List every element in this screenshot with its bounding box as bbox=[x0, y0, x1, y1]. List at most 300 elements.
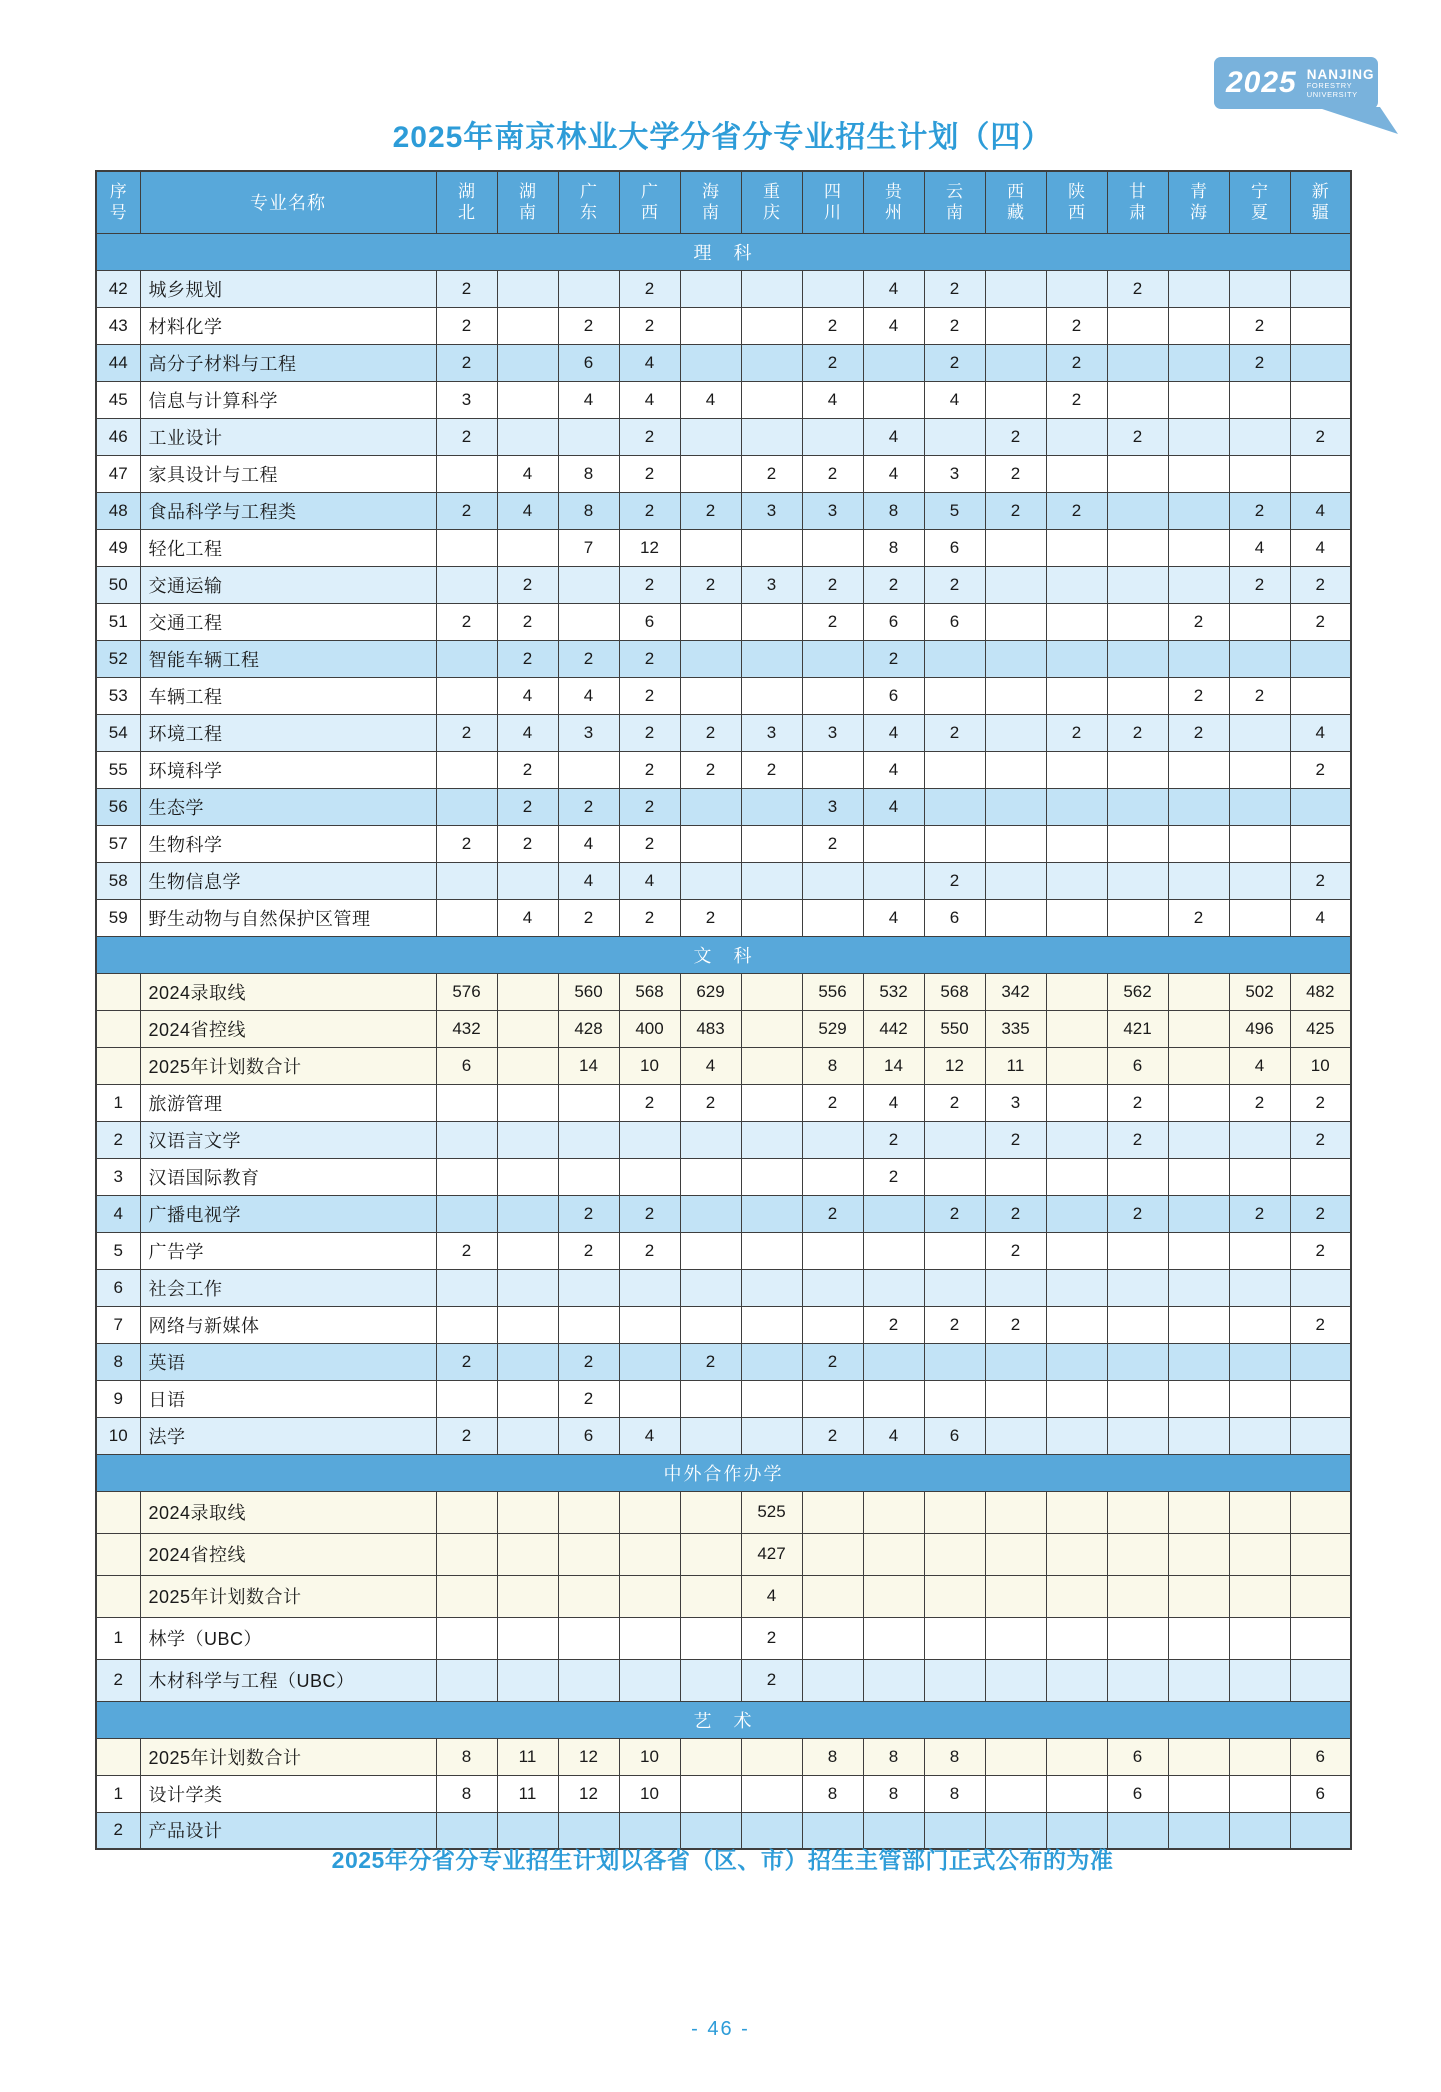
major-name-cell: 交通运输 bbox=[140, 566, 436, 603]
plan-value-cell bbox=[1046, 1575, 1107, 1617]
plan-value-cell bbox=[436, 1659, 497, 1701]
plan-value-cell: 14 bbox=[863, 1047, 924, 1084]
plan-value-cell bbox=[1107, 1158, 1168, 1195]
plan-value-cell bbox=[1046, 1232, 1107, 1269]
plan-value-cell bbox=[1229, 1417, 1290, 1454]
row-index-cell: 7 bbox=[96, 1306, 140, 1343]
plan-value-cell: 2 bbox=[1107, 1121, 1168, 1158]
plan-value-cell: 6 bbox=[1107, 1738, 1168, 1775]
plan-value-cell: 2 bbox=[497, 603, 558, 640]
major-name-cell: 社会工作 bbox=[140, 1269, 436, 1306]
plan-value-cell bbox=[1107, 677, 1168, 714]
row-index-cell: 55 bbox=[96, 751, 140, 788]
plan-value-cell bbox=[1290, 1380, 1351, 1417]
plan-value-cell: 4 bbox=[619, 862, 680, 899]
plan-value-cell: 4 bbox=[863, 714, 924, 751]
plan-value-cell bbox=[985, 788, 1046, 825]
plan-value-cell bbox=[497, 1195, 558, 1232]
plan-value-cell bbox=[497, 270, 558, 307]
plan-value-cell bbox=[802, 1121, 863, 1158]
plan-value-cell bbox=[985, 1659, 1046, 1701]
plan-value-cell bbox=[802, 1232, 863, 1269]
plan-value-cell bbox=[924, 1533, 985, 1575]
row-index-cell bbox=[96, 1533, 140, 1575]
plan-value-cell bbox=[1046, 603, 1107, 640]
major-name-cell: 环境工程 bbox=[140, 714, 436, 751]
plan-value-cell bbox=[802, 751, 863, 788]
plan-value-cell bbox=[985, 344, 1046, 381]
plan-value-cell bbox=[680, 418, 741, 455]
plan-value-cell: 11 bbox=[497, 1775, 558, 1812]
plan-value-cell bbox=[741, 1306, 802, 1343]
plan-value-cell: 3 bbox=[802, 788, 863, 825]
plan-value-cell: 2 bbox=[1290, 1306, 1351, 1343]
plan-value-cell: 2 bbox=[802, 603, 863, 640]
plan-value-cell bbox=[436, 751, 497, 788]
plan-value-cell bbox=[1168, 1617, 1229, 1659]
plan-value-cell bbox=[863, 1533, 924, 1575]
major-name-cell: 网络与新媒体 bbox=[140, 1306, 436, 1343]
major-name-cell: 材料化学 bbox=[140, 307, 436, 344]
row-index-cell: 4 bbox=[96, 1195, 140, 1232]
plan-value-cell bbox=[1229, 1158, 1290, 1195]
plan-value-cell bbox=[1290, 1269, 1351, 1306]
plan-value-cell bbox=[1168, 1738, 1229, 1775]
plan-value-cell bbox=[436, 677, 497, 714]
plan-value-cell bbox=[741, 603, 802, 640]
plan-value-cell: 2 bbox=[1229, 492, 1290, 529]
plan-value-cell bbox=[558, 1533, 619, 1575]
plan-value-cell bbox=[497, 1343, 558, 1380]
plan-value-cell bbox=[1107, 1533, 1168, 1575]
plan-value-cell: 2 bbox=[619, 788, 680, 825]
plan-value-cell bbox=[1229, 1269, 1290, 1306]
plan-value-cell: 8 bbox=[558, 455, 619, 492]
plan-value-cell bbox=[924, 1617, 985, 1659]
plan-value-cell: 2 bbox=[619, 566, 680, 603]
plan-value-cell bbox=[680, 825, 741, 862]
plan-value-cell: 3 bbox=[741, 714, 802, 751]
col-header-province-甘肃: 甘 肃 bbox=[1107, 171, 1168, 233]
plan-value-cell: 10 bbox=[619, 1047, 680, 1084]
plan-value-cell bbox=[558, 1269, 619, 1306]
plan-value-cell: 2 bbox=[497, 825, 558, 862]
col-header-province-云南: 云 南 bbox=[924, 171, 985, 233]
plan-value-cell bbox=[1107, 640, 1168, 677]
plan-value-cell bbox=[863, 381, 924, 418]
plan-value-cell: 2 bbox=[985, 455, 1046, 492]
plan-value-cell bbox=[1168, 862, 1229, 899]
logo-text bbox=[1307, 67, 1378, 100]
plan-value-cell bbox=[1290, 1491, 1351, 1533]
plan-value-cell bbox=[1107, 1491, 1168, 1533]
plan-value-cell: 2 bbox=[802, 344, 863, 381]
plan-value-cell: 2 bbox=[1046, 714, 1107, 751]
plan-value-cell bbox=[1290, 455, 1351, 492]
col-header-province-新疆: 新 疆 bbox=[1290, 171, 1351, 233]
plan-value-cell bbox=[436, 1617, 497, 1659]
major-name-cell: 环境科学 bbox=[140, 751, 436, 788]
plan-value-cell bbox=[924, 1158, 985, 1195]
plan-value-cell: 2 bbox=[802, 566, 863, 603]
row-index-cell: 2 bbox=[96, 1121, 140, 1158]
plan-value-cell bbox=[985, 1738, 1046, 1775]
plan-value-cell: 2 bbox=[558, 788, 619, 825]
row-index-cell: 59 bbox=[96, 899, 140, 936]
plan-value-cell: 2 bbox=[619, 307, 680, 344]
plan-value-cell bbox=[497, 1047, 558, 1084]
plan-value-cell bbox=[497, 1269, 558, 1306]
plan-value-cell bbox=[436, 640, 497, 677]
plan-value-cell: 529 bbox=[802, 1010, 863, 1047]
plan-value-cell: 342 bbox=[985, 973, 1046, 1010]
plan-value-cell: 14 bbox=[558, 1047, 619, 1084]
major-name-cell: 智能车辆工程 bbox=[140, 640, 436, 677]
plan-value-cell bbox=[1168, 1195, 1229, 1232]
table-row bbox=[96, 418, 1351, 455]
plan-value-cell bbox=[1046, 1195, 1107, 1232]
plan-value-cell bbox=[497, 381, 558, 418]
plan-value-cell: 4 bbox=[619, 381, 680, 418]
table-row bbox=[96, 1617, 1351, 1659]
plan-value-cell bbox=[741, 1084, 802, 1121]
plan-value-cell bbox=[924, 1269, 985, 1306]
plan-value-cell bbox=[1229, 1380, 1290, 1417]
plan-value-cell bbox=[1046, 1306, 1107, 1343]
plan-value-cell: 5 bbox=[924, 492, 985, 529]
plan-value-cell: 8 bbox=[802, 1047, 863, 1084]
plan-value-cell: 4 bbox=[619, 344, 680, 381]
plan-value-cell bbox=[741, 1195, 802, 1232]
plan-value-cell: 2 bbox=[924, 270, 985, 307]
plan-value-cell bbox=[680, 1617, 741, 1659]
plan-value-cell bbox=[1229, 1659, 1290, 1701]
plan-value-cell bbox=[1107, 381, 1168, 418]
plan-value-cell: 562 bbox=[1107, 973, 1168, 1010]
plan-value-cell bbox=[1168, 751, 1229, 788]
row-index-cell: 58 bbox=[96, 862, 140, 899]
plan-value-cell bbox=[863, 1575, 924, 1617]
plan-value-cell bbox=[1229, 1533, 1290, 1575]
plan-value-cell bbox=[619, 1158, 680, 1195]
plan-value-cell: 2 bbox=[741, 751, 802, 788]
table-row bbox=[96, 381, 1351, 418]
row-index-cell: 1 bbox=[96, 1617, 140, 1659]
plan-value-cell bbox=[680, 1158, 741, 1195]
row-index-cell: 45 bbox=[96, 381, 140, 418]
plan-value-cell bbox=[436, 1306, 497, 1343]
plan-value-cell bbox=[1229, 1306, 1290, 1343]
plan-value-cell: 8 bbox=[436, 1738, 497, 1775]
row-index-cell: 2 bbox=[96, 1812, 140, 1849]
plan-value-cell bbox=[924, 788, 985, 825]
plan-value-cell bbox=[1046, 1047, 1107, 1084]
plan-value-cell: 2 bbox=[619, 825, 680, 862]
plan-value-cell: 2 bbox=[924, 566, 985, 603]
plan-value-cell: 532 bbox=[863, 973, 924, 1010]
plan-value-cell bbox=[1168, 1417, 1229, 1454]
plan-value-cell: 483 bbox=[680, 1010, 741, 1047]
plan-value-cell: 2 bbox=[1046, 381, 1107, 418]
plan-value-cell bbox=[1107, 1269, 1168, 1306]
plan-value-cell bbox=[680, 677, 741, 714]
plan-value-cell bbox=[497, 307, 558, 344]
table-row bbox=[96, 1195, 1351, 1232]
plan-value-cell: 568 bbox=[619, 973, 680, 1010]
plan-value-cell bbox=[619, 1659, 680, 1701]
col-header-province-青海: 青 海 bbox=[1168, 171, 1229, 233]
plan-value-cell bbox=[1046, 529, 1107, 566]
col-header-province-宁夏: 宁 夏 bbox=[1229, 171, 1290, 233]
plan-value-cell: 2 bbox=[985, 418, 1046, 455]
row-index-cell: 56 bbox=[96, 788, 140, 825]
row-index-cell bbox=[96, 1010, 140, 1047]
plan-value-cell: 2 bbox=[436, 344, 497, 381]
plan-value-cell bbox=[1107, 751, 1168, 788]
plan-value-cell: 2 bbox=[924, 1195, 985, 1232]
plan-value-cell bbox=[1229, 788, 1290, 825]
plan-value-cell bbox=[802, 1533, 863, 1575]
plan-value-cell: 6 bbox=[863, 677, 924, 714]
plan-value-cell bbox=[863, 1232, 924, 1269]
plan-value-cell: 4 bbox=[863, 1084, 924, 1121]
table-row bbox=[96, 1775, 1351, 1812]
plan-value-cell: 568 bbox=[924, 973, 985, 1010]
plan-value-cell bbox=[558, 1491, 619, 1533]
plan-value-cell: 2 bbox=[802, 1343, 863, 1380]
plan-value-cell bbox=[863, 1343, 924, 1380]
plan-value-cell bbox=[436, 1575, 497, 1617]
plan-value-cell: 2 bbox=[1107, 1084, 1168, 1121]
plan-value-cell: 2 bbox=[558, 1195, 619, 1232]
plan-value-cell: 4 bbox=[558, 677, 619, 714]
plan-value-cell bbox=[924, 1575, 985, 1617]
plan-value-cell bbox=[1107, 1343, 1168, 1380]
plan-value-cell: 6 bbox=[924, 529, 985, 566]
plan-value-cell: 10 bbox=[619, 1738, 680, 1775]
row-index-cell bbox=[96, 1575, 140, 1617]
plan-value-cell bbox=[924, 677, 985, 714]
plan-value-cell: 2 bbox=[558, 1343, 619, 1380]
plan-value-cell bbox=[619, 1617, 680, 1659]
major-name-cell: 生物信息学 bbox=[140, 862, 436, 899]
major-name-cell: 设计学类 bbox=[140, 1775, 436, 1812]
plan-value-cell bbox=[436, 1158, 497, 1195]
plan-value-cell bbox=[1229, 381, 1290, 418]
plan-value-cell bbox=[1046, 1121, 1107, 1158]
plan-value-cell bbox=[1168, 1084, 1229, 1121]
plan-value-cell: 2 bbox=[1168, 899, 1229, 936]
row-index-cell: 50 bbox=[96, 566, 140, 603]
plan-value-cell: 2 bbox=[558, 1232, 619, 1269]
plan-value-cell bbox=[1046, 640, 1107, 677]
major-name-cell: 车辆工程 bbox=[140, 677, 436, 714]
plan-value-cell: 560 bbox=[558, 973, 619, 1010]
plan-value-cell: 6 bbox=[619, 603, 680, 640]
plan-value-cell: 2 bbox=[863, 1121, 924, 1158]
plan-value-cell: 2 bbox=[1229, 566, 1290, 603]
plan-value-cell: 4 bbox=[497, 899, 558, 936]
plan-value-cell bbox=[1107, 825, 1168, 862]
plan-value-cell bbox=[863, 344, 924, 381]
row-index-cell: 9 bbox=[96, 1380, 140, 1417]
plan-value-cell: 2 bbox=[985, 1232, 1046, 1269]
plan-value-cell bbox=[924, 1232, 985, 1269]
plan-value-cell bbox=[436, 566, 497, 603]
plan-value-cell: 2 bbox=[619, 455, 680, 492]
section-band-row bbox=[96, 1454, 1351, 1491]
plan-value-cell bbox=[436, 1533, 497, 1575]
table-row bbox=[96, 899, 1351, 936]
plan-value-cell bbox=[619, 1575, 680, 1617]
col-header-major: 专业名称 bbox=[140, 171, 436, 233]
plan-value-cell: 2 bbox=[1168, 603, 1229, 640]
plan-value-cell bbox=[680, 344, 741, 381]
plan-value-cell: 6 bbox=[924, 1417, 985, 1454]
plan-value-cell: 4 bbox=[802, 381, 863, 418]
row-index-cell: 5 bbox=[96, 1232, 140, 1269]
plan-value-cell bbox=[497, 862, 558, 899]
plan-value-cell bbox=[1168, 1533, 1229, 1575]
plan-value-cell bbox=[436, 1121, 497, 1158]
major-name-cell: 广告学 bbox=[140, 1232, 436, 1269]
plan-value-cell bbox=[1290, 640, 1351, 677]
plan-value-cell: 4 bbox=[497, 677, 558, 714]
plan-value-cell: 4 bbox=[924, 381, 985, 418]
plan-value-cell bbox=[680, 455, 741, 492]
major-name-cell: 英语 bbox=[140, 1343, 436, 1380]
plan-value-cell bbox=[1229, 1121, 1290, 1158]
plan-value-cell bbox=[1168, 492, 1229, 529]
plan-value-cell: 2 bbox=[924, 344, 985, 381]
plan-value-cell: 3 bbox=[802, 714, 863, 751]
plan-value-cell bbox=[558, 1158, 619, 1195]
row-index-cell: 49 bbox=[96, 529, 140, 566]
plan-value-cell bbox=[680, 307, 741, 344]
plan-value-cell: 2 bbox=[680, 492, 741, 529]
plan-value-cell: 2 bbox=[1046, 344, 1107, 381]
plan-value-cell bbox=[1229, 714, 1290, 751]
plan-value-cell bbox=[985, 1617, 1046, 1659]
major-name-cell: 轻化工程 bbox=[140, 529, 436, 566]
plan-value-cell bbox=[1168, 1010, 1229, 1047]
plan-value-cell: 4 bbox=[497, 455, 558, 492]
plan-value-cell: 8 bbox=[863, 492, 924, 529]
plan-value-cell bbox=[1168, 270, 1229, 307]
major-name-cell: 法学 bbox=[140, 1417, 436, 1454]
plan-value-cell bbox=[741, 307, 802, 344]
plan-value-cell bbox=[680, 1380, 741, 1417]
plan-value-cell bbox=[1290, 1617, 1351, 1659]
plan-value-cell bbox=[863, 825, 924, 862]
section-band-row bbox=[96, 233, 1351, 270]
section-band: 艺 术 bbox=[96, 1701, 1351, 1738]
plan-value-cell bbox=[436, 529, 497, 566]
plan-value-cell: 4 bbox=[863, 899, 924, 936]
plan-value-cell bbox=[680, 1269, 741, 1306]
table-row bbox=[96, 1533, 1351, 1575]
plan-value-cell: 2 bbox=[436, 1343, 497, 1380]
plan-value-cell bbox=[1168, 418, 1229, 455]
plan-value-cell bbox=[924, 418, 985, 455]
enrollment-plan-table bbox=[95, 170, 1352, 1850]
plan-value-cell bbox=[802, 640, 863, 677]
plan-value-cell bbox=[497, 344, 558, 381]
plan-value-cell: 2 bbox=[924, 307, 985, 344]
row-index-cell bbox=[96, 1047, 140, 1084]
plan-value-cell bbox=[924, 1491, 985, 1533]
plan-value-cell: 6 bbox=[558, 344, 619, 381]
plan-value-cell bbox=[924, 825, 985, 862]
plan-value-cell: 2 bbox=[1290, 1121, 1351, 1158]
table-row bbox=[96, 1575, 1351, 1617]
table-row bbox=[96, 640, 1351, 677]
plan-value-cell: 2 bbox=[1107, 418, 1168, 455]
plan-value-cell: 2 bbox=[1229, 307, 1290, 344]
plan-value-cell bbox=[863, 1491, 924, 1533]
plan-value-cell bbox=[1168, 1047, 1229, 1084]
plan-value-cell bbox=[680, 1659, 741, 1701]
table-row bbox=[96, 1659, 1351, 1701]
table-row bbox=[96, 1491, 1351, 1533]
col-header-province-湖南: 湖 南 bbox=[497, 171, 558, 233]
plan-value-cell: 442 bbox=[863, 1010, 924, 1047]
plan-value-cell: 2 bbox=[802, 307, 863, 344]
plan-value-cell: 2 bbox=[497, 788, 558, 825]
plan-value-cell bbox=[680, 862, 741, 899]
plan-value-cell bbox=[741, 788, 802, 825]
logo-university-name: NANJING bbox=[1306, 66, 1375, 82]
plan-value-cell bbox=[436, 788, 497, 825]
plan-value-cell: 335 bbox=[985, 1010, 1046, 1047]
university-logo-badge bbox=[1214, 57, 1378, 109]
plan-value-cell: 2 bbox=[497, 566, 558, 603]
major-name-cell: 工业设计 bbox=[140, 418, 436, 455]
plan-value-cell: 8 bbox=[863, 529, 924, 566]
plan-value-cell: 12 bbox=[558, 1738, 619, 1775]
plan-value-cell: 2 bbox=[985, 1121, 1046, 1158]
plan-value-cell bbox=[1229, 751, 1290, 788]
plan-value-cell bbox=[985, 603, 1046, 640]
col-header-province-陕西: 陕 西 bbox=[1046, 171, 1107, 233]
plan-value-cell bbox=[497, 1575, 558, 1617]
plan-value-cell: 2 bbox=[619, 751, 680, 788]
plan-value-cell: 425 bbox=[1290, 1010, 1351, 1047]
plan-value-cell bbox=[680, 603, 741, 640]
plan-value-cell: 400 bbox=[619, 1010, 680, 1047]
table-row bbox=[96, 677, 1351, 714]
plan-value-cell bbox=[1168, 1380, 1229, 1417]
plan-value-cell: 2 bbox=[1290, 1195, 1351, 1232]
plan-value-cell bbox=[741, 1343, 802, 1380]
plan-value-cell bbox=[863, 1269, 924, 1306]
table-row bbox=[96, 1084, 1351, 1121]
table-row bbox=[96, 714, 1351, 751]
plan-value-cell: 2 bbox=[619, 1195, 680, 1232]
major-name-cell: 木材科学与工程（UBC） bbox=[140, 1659, 436, 1701]
plan-value-cell: 2 bbox=[802, 1195, 863, 1232]
col-header-province-湖北: 湖 北 bbox=[436, 171, 497, 233]
plan-value-cell: 2 bbox=[436, 418, 497, 455]
col-header-index: 序 号 bbox=[96, 171, 140, 233]
plan-value-cell bbox=[1290, 307, 1351, 344]
major-name-cell: 2024录取线 bbox=[140, 973, 436, 1010]
plan-value-cell: 2 bbox=[1229, 344, 1290, 381]
plan-value-cell bbox=[1046, 1269, 1107, 1306]
plan-value-cell: 2 bbox=[619, 714, 680, 751]
plan-value-cell bbox=[1046, 1617, 1107, 1659]
plan-value-cell bbox=[1168, 344, 1229, 381]
